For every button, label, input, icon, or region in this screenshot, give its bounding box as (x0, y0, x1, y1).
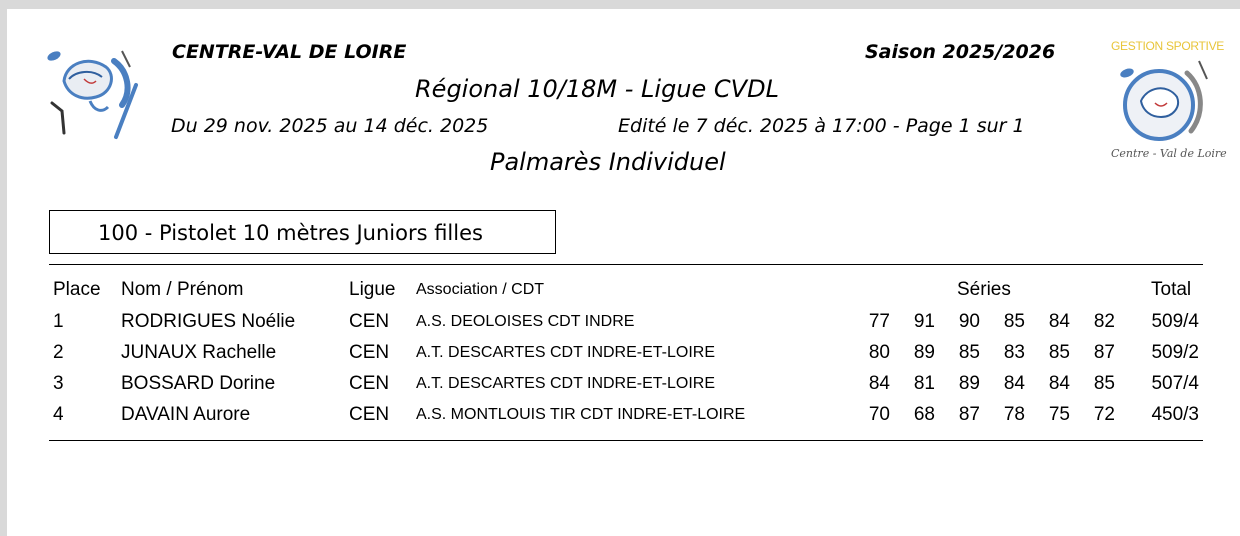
row-series-6: 72 (1093, 404, 1115, 425)
logo-top-text: GESTION SPORTIVE (1111, 39, 1225, 53)
row-place: 2 (53, 342, 64, 363)
competition-title: Régional 10/18M - Ligue CVDL (415, 75, 779, 103)
table-top-divider (49, 264, 1203, 265)
row-association: A.T. DESCARTES CDT INDRE-ET-LOIRE (416, 344, 716, 361)
row-series-6: 85 (1093, 373, 1115, 394)
row-name: BOSSARD Dorine (121, 373, 276, 394)
row-league: CEN (349, 311, 390, 332)
row-association: A.T. DESCARTES CDT INDRE-ET-LOIRE (416, 375, 716, 392)
row-series-1: 70 (868, 404, 890, 425)
row-series-6: 82 (1093, 311, 1115, 332)
row-place: 3 (53, 373, 64, 394)
row-series-2: 68 (913, 404, 935, 425)
edit-info: Edité le 7 déc. 2025 à 17:00 - Page 1 sur 1 (618, 115, 1025, 137)
row-series-6: 87 (1093, 342, 1115, 363)
row-association: A.S. MONTLOUIS TIR CDT INDRE-ET-LOIRE (416, 406, 746, 423)
row-name: JUNAUX Rachelle (121, 342, 277, 363)
header-league: Ligue (349, 279, 396, 300)
row-series-3: 85 (958, 342, 980, 363)
header-name: Nom / Prénom (121, 279, 244, 300)
row-total: 450/3 (1151, 404, 1199, 425)
gestion-sportive-logo (1111, 39, 1227, 165)
target-emblem-icon (1115, 57, 1213, 149)
header-series: Séries (957, 279, 1011, 300)
row-series-5: 75 (1048, 404, 1070, 425)
row-association: A.S. DEOLOISES CDT INDRE (416, 313, 635, 330)
row-series-5: 84 (1048, 311, 1070, 332)
season-label: Saison 2025/2026 (865, 41, 1056, 63)
row-series-3: 89 (958, 373, 980, 394)
row-series-4: 83 (1003, 342, 1025, 363)
row-series-5: 85 (1048, 342, 1070, 363)
row-series-4: 85 (1003, 311, 1025, 332)
row-total: 509/2 (1151, 342, 1199, 363)
row-place: 4 (53, 404, 64, 425)
row-total: 507/4 (1151, 373, 1199, 394)
region-name: CENTRE-VAL DE LOIRE (172, 41, 407, 63)
row-series-2: 89 (913, 342, 935, 363)
row-total: 509/4 (1151, 311, 1199, 332)
row-series-1: 84 (868, 373, 890, 394)
row-series-2: 81 (913, 373, 935, 394)
header-place: Place (53, 279, 101, 300)
header-total: Total (1151, 279, 1192, 300)
header-association: Association / CDT (416, 281, 545, 298)
row-place: 1 (53, 311, 64, 332)
row-series-3: 87 (958, 404, 980, 425)
event-title-box (49, 210, 556, 254)
row-series-1: 77 (868, 311, 890, 332)
league-logo-left (44, 41, 144, 141)
logo-bottom-text: Centre - Val de Loire (1111, 147, 1227, 160)
competition-dates: Du 29 nov. 2025 au 14 déc. 2025 (171, 115, 489, 137)
event-title: 100 - Pistolet 10 mètres Juniors filles (98, 221, 483, 245)
row-series-4: 78 (1003, 404, 1025, 425)
row-league: CEN (349, 404, 390, 425)
row-name: DAVAIN Aurore (121, 404, 251, 425)
row-league: CEN (349, 373, 390, 394)
row-series-1: 80 (868, 342, 890, 363)
row-series-5: 84 (1048, 373, 1070, 394)
row-series-2: 91 (913, 311, 935, 332)
row-name: RODRIGUES Noélie (121, 311, 296, 332)
page-subtitle: Palmarès Individuel (490, 148, 726, 176)
row-series-4: 84 (1003, 373, 1025, 394)
results-page (7, 9, 1240, 536)
row-series-3: 90 (958, 311, 980, 332)
table-bottom-divider (49, 440, 1203, 441)
row-league: CEN (349, 342, 390, 363)
